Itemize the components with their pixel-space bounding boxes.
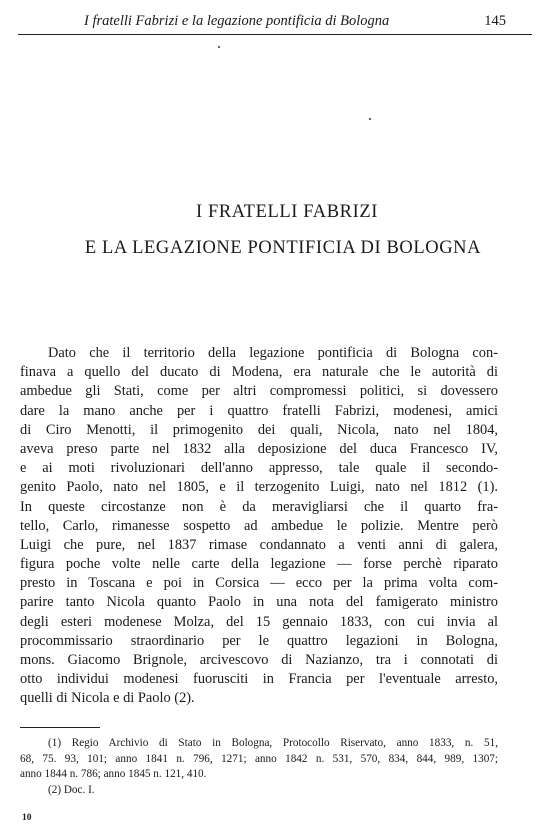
running-title: I fratelli Fabrizi e la legazione pontificia di Bologna — [84, 13, 390, 29]
chapter-title-line-1: I FRATELLI FABRIZI — [195, 202, 379, 222]
body-line: tello, Carlo, rimanesse sospetto ad ambedue le polizie. Mentre però — [20, 517, 498, 534]
body-line: e ai moti rivoluzionari dell'anno appresso, tale quale il secondo- — [20, 460, 498, 477]
body-line: degli esteri modenese Molza, del 15 gennaio 1833, con cui invia al — [20, 613, 498, 630]
body-line: otto individui modenesi fuorusciti in Francia per l'eventuale arresto, — [20, 671, 498, 688]
footnotes — [20, 736, 498, 798]
body-line: genito Paolo, nato nel 1805, e il terzogenito Luigi, nato nel 1812 (1). — [20, 479, 498, 496]
body-line: Luigi che pure, nel 1837 rimase condannato a venti anni di galera, — [20, 536, 498, 553]
body-line: presto in Toscana e poi in Corsica — ecco per la prima volta com- — [20, 575, 498, 592]
footnote-line: (1) Regio Archivio di Stato in Bologna, Protocollo Riservato, anno 1833, n. 51, — [48, 737, 498, 749]
speck-mark — [218, 46, 220, 48]
printer-signature-mark: 10 — [22, 813, 32, 823]
running-header — [18, 12, 532, 35]
body-line: procommissario straordinario per le quattro legazioni in Bologna, — [20, 632, 498, 649]
body-line: finava a quello del ducato di Modena, era naturale che le autorità di — [20, 364, 498, 381]
body-line: di Ciro Menotti, il primogenito dei quali, Nicola, nato nel 1804, — [20, 421, 498, 438]
body-line: In queste circostanze non è da meravigliarsi che il quarto fra- — [20, 498, 498, 515]
page-number: 145 — [484, 13, 506, 29]
footnote-line: 68, 75. 93, 101; anno 1841 n. 796, 1271; anno 1842 n. 531, 570, 834, 844, 989, 1307; — [20, 752, 498, 765]
body-line: aveva preso parte nel 1832 alla deposizione del duca Francesco IV, — [20, 440, 498, 457]
body-paragraph — [20, 344, 498, 709]
body-line: dare la mano anche per i quattro fratelli Fabrizi, modenesi, amici — [20, 402, 498, 419]
body-line: figura poche volte nelle carte della legazione — forse perchè riparato — [20, 556, 498, 573]
chapter-title-line-2: E LA LEGAZIONE PONTIFICIA DI BOLOGNA — [84, 238, 482, 258]
footnote-line: (2) Doc. I. — [48, 783, 95, 796]
body-line: ambedue gli Stati, come per altri compromessi politici, si dovessero — [20, 383, 498, 400]
body-line: quelli di Nicola e di Paolo (2). — [20, 690, 195, 707]
speck-mark — [369, 118, 371, 120]
footnote-separator — [20, 727, 100, 728]
body-line: parire tanto Nicola quanto Paolo in una nota del famigerato ministro — [20, 594, 498, 611]
footnote-line: anno 1844 n. 786; anno 1845 n. 121, 410. — [20, 768, 207, 780]
body-line: Dato che il territorio della legazione pontificia di Bologna con- — [48, 345, 498, 361]
body-line: mons. Giacomo Brignole, arcivescovo di Nazianzo, tra i connotati di — [20, 652, 498, 668]
